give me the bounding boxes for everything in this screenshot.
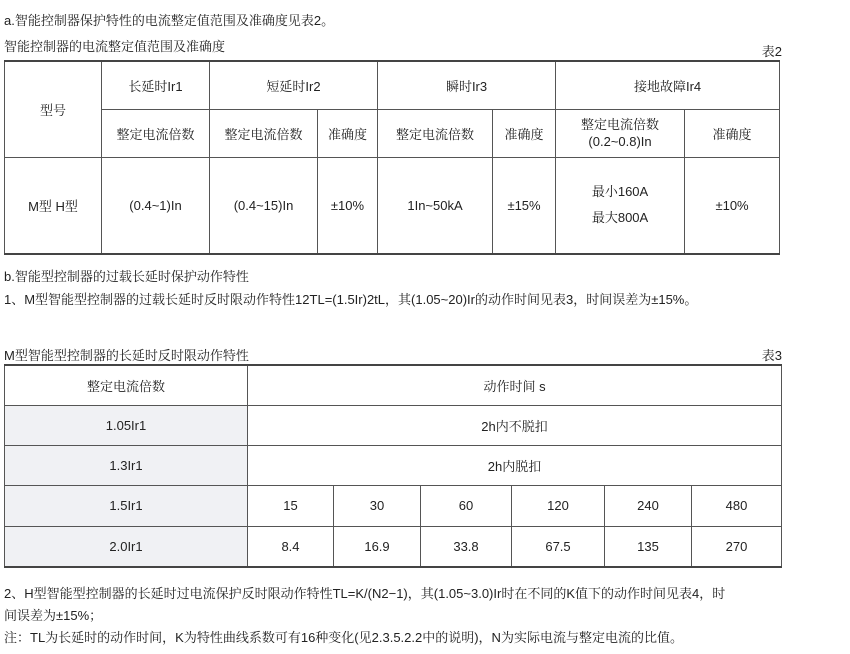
table-cell: ±10%	[318, 157, 378, 254]
row-label: 1.05Ir1	[5, 405, 248, 445]
span-cell: 2h内脱扣	[248, 445, 782, 485]
span-cell: 2h内不脱扣	[248, 405, 782, 445]
table-cell: 33.8	[421, 526, 512, 567]
subheader: 整定电流倍数	[210, 109, 318, 157]
paragraph-1: 1、M型智能型控制器的过载长延时反时限动作特性12TL=(1.5Ir)2tL，其(1.05~20)Ir的动作时间见表3，时间误差为±15%。	[4, 292, 698, 307]
table3-title: M型智能型控制器的长延时反时限动作特性	[4, 348, 249, 363]
table-cell: 8.4	[248, 526, 334, 567]
subheader: 准确度	[318, 109, 378, 157]
row-label: 2.0Ir1	[5, 526, 248, 567]
header-group-short-delay: 短延时Ir2	[210, 61, 378, 109]
subheader: 整定电流倍数	[378, 109, 493, 157]
table-cell: 120	[512, 485, 605, 526]
table-cell: 240	[605, 485, 692, 526]
table-cell: (0.4~15)In	[210, 157, 318, 254]
row-label: 1.3Ir1	[5, 445, 248, 485]
row-label: 1.5Ir1	[5, 485, 248, 526]
table2-title: 智能控制器的电流整定值范围及准确度	[4, 39, 226, 54]
section-b-text: b.智能型控制器的过载长延时保护动作特性	[4, 269, 249, 284]
header-action-time: 动作时间 s	[248, 365, 782, 405]
table3	[4, 364, 782, 568]
table-cell: 最小160A 最大800A	[556, 157, 685, 254]
header-multiplier: 整定电流倍数	[5, 365, 248, 405]
header-group-instant: 瞬时Ir3	[378, 61, 556, 109]
header-group-long-delay: 长延时Ir1	[102, 61, 210, 109]
table-cell: ±15%	[493, 157, 556, 254]
subheader: 整定电流倍数	[102, 109, 210, 157]
subheader: 准确度	[685, 109, 780, 157]
paragraph-2-line-1: 2、H型智能型控制器的长延时过电流保护反时限动作特性TL=K/(N2−1)，其(1.05~3.0)Ir时在不同的K值下的动作时间见表4，时	[4, 586, 726, 601]
table-cell: 1In~50kA	[378, 157, 493, 254]
model-cell: M型 H型	[5, 157, 102, 254]
table2	[4, 60, 780, 255]
header-group-ground-fault: 接地故障Ir4	[556, 61, 780, 109]
section-a-text: a.智能控制器保护特性的电流整定值范围及准确度见表2。	[4, 13, 335, 28]
table3-tag: 表3	[761, 348, 782, 363]
subheader: 整定电流倍数 (0.2~0.8)In	[556, 109, 685, 157]
table-cell: 135	[605, 526, 692, 567]
paragraph-2-line-2: 间误差为±15%；	[4, 608, 103, 623]
subheader: 准确度	[493, 109, 556, 157]
table-cell: 16.9	[334, 526, 421, 567]
table-cell: 270	[692, 526, 782, 567]
table-cell: 15	[248, 485, 334, 526]
header-model: 型号	[5, 61, 102, 157]
table-cell: 60	[421, 485, 512, 526]
table2-tag: 表2	[761, 44, 782, 59]
table-cell: 30	[334, 485, 421, 526]
table-cell: 480	[692, 485, 782, 526]
table-cell: (0.4~1)In	[102, 157, 210, 254]
table-cell: 67.5	[512, 526, 605, 567]
note-text: 注：TL为长延时的动作时间，K为特性曲线系数可有16种变化(见2.3.5.2.2中的说明)，N为实际电流与整定电流的比值。	[4, 630, 683, 645]
table-cell: ±10%	[685, 157, 780, 254]
